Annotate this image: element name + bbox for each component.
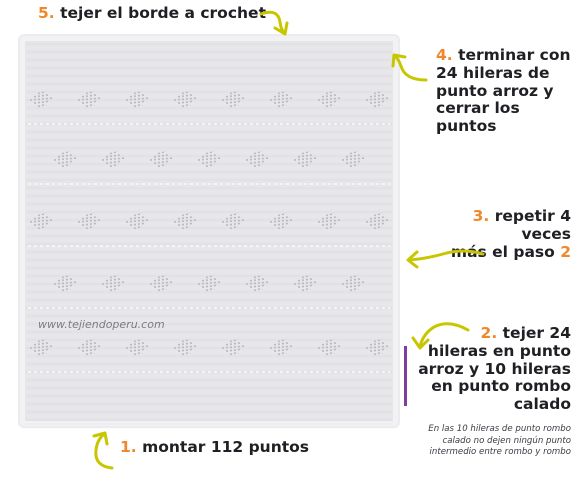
step-2: 2. tejer 24 hileras en punto arroz y 10 hileras en punto rombo calado [418,324,571,414]
arrow-2-icon [410,318,470,352]
step-4: 4. terminar con 24 hileras de punto arroz y cerrar los puntos [436,46,571,136]
step-5: 5. tejer el borde a crochet [38,4,266,22]
lace-pattern [20,36,398,426]
blanket-photo [20,36,398,426]
arrow-1-icon [86,428,120,472]
arrow-3-icon [403,246,485,270]
arrow-4-icon [387,50,429,84]
step-3: 3. repetir 4 veces más el paso 2 [450,207,571,261]
step-1: 1. montar 112 puntos [120,438,310,456]
arrow-5-icon [258,8,292,42]
section-bar [404,346,407,406]
note: En las 10 hileras de punto rombo calado no dejen ningún punto intermedio entre rombo y rombo [428,424,571,458]
watermark: www.tejiendoperu.com [38,318,165,331]
